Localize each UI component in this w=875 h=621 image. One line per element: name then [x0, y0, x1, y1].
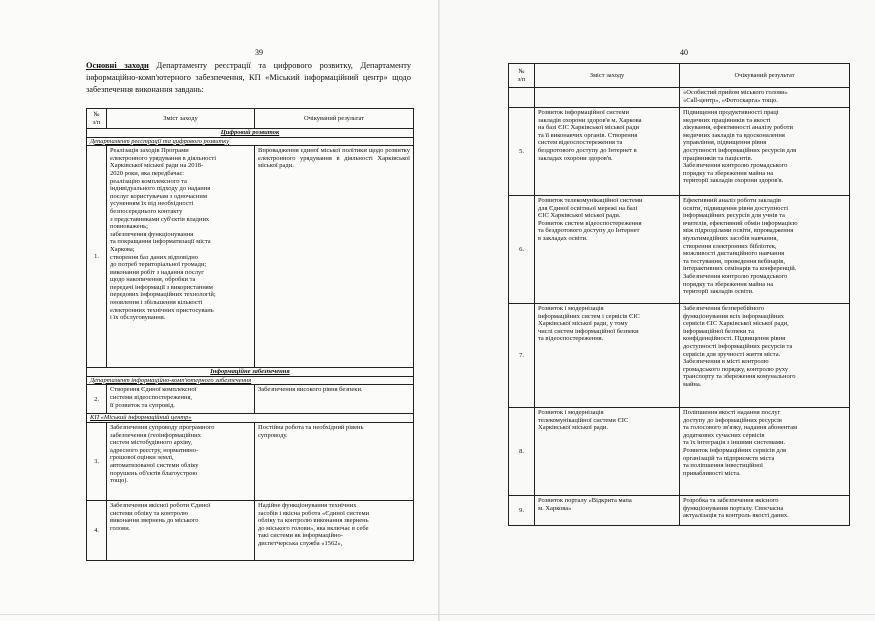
- row-number: 3.: [87, 422, 107, 500]
- header-result: Очікуваний результат: [680, 64, 850, 88]
- header-num: № з/п: [87, 109, 107, 129]
- subsection-title: КП «Міський інформаційний центр»: [87, 414, 414, 423]
- row-number: 5.: [509, 108, 535, 196]
- row-result: Підвищення продуктивності праці медичних працівників та якості лікування, ефективності аналізу роботи медичних закладів та вдосконалення управління, підвищення рівня доступності інформаційних ресурсів для працівників та пацієнтів. Забезпечення контролю громадського порядку та збереження майна на території закладів охорони здоров'я.: [680, 108, 850, 196]
- row-measure: Розвиток інформаційної системи закладів охорони здоров'я м. Харкова на базі ЄІС Харківської міської ради та її виконавчих органів. Створення систем відеоспостереження та бездротового доступу до Інтернет в закладах охорони здоров'я.: [535, 108, 680, 196]
- row-number: 4.: [87, 500, 107, 560]
- row-result: Розробка та забезпечення якісного функціонування порталу. Своєчасна актуалізація та контроль якості даних.: [680, 496, 850, 526]
- row-number: 2.: [87, 385, 107, 414]
- row-result: Надійне функціонування технічних засобів і якісна робота «Єдиної системи обліку та контролю виконання звернень до міського голови», яка включає в себе такі системи як інформаційно- диспетчерська служба «1562»,: [255, 500, 414, 560]
- measures-table-left: [86, 108, 414, 561]
- subsection-title: Департамент інформаційно-комп'ютерного забезпечення: [87, 376, 414, 385]
- row-result: Впровадження єдиної міської політики щодо розвитку електронного урядування в діяльності Харківської міської ради.: [255, 146, 414, 368]
- row-measure: Створення Єдиної комплексної системи відеоспостереження, її розвиток та супровід.: [107, 385, 255, 414]
- empty-cell: [509, 88, 535, 108]
- intro-paragraph: [86, 60, 411, 96]
- measures-table-right: [508, 63, 850, 526]
- header-measure: Зміст заходу: [107, 109, 255, 129]
- page-number-left: 39: [255, 48, 263, 57]
- row-measure: Розвиток і модернізація інформаційних систем і сервісів ЄІС Харківської міської ради, у тому числі систем інформаційної безпеки та відеоспостереження.: [535, 304, 680, 408]
- page-right: [440, 0, 875, 621]
- row-number: 9.: [509, 496, 535, 526]
- row-result: Ефективний аналіз роботи закладів освіти, підвищення рівня доступності інформаційних ресурсів для учнів та вчителів, ефективний обмін інформацією між підрозділами освіти, впровадження мультимедійних засобів навчання, створення електронних бібліотек, можливості дистанційного навчання та тестування, проведення вебінарів, інтерактивних семінарів та конференцій. Забезпечення контролю громадського порядку та збереження майна на території закладів освіти.: [680, 196, 850, 304]
- header-measure: Зміст заходу: [535, 64, 680, 88]
- row-measure: Забезпечення супроводу програмного забезпечення (геоінформаційних систем містобудівного архіву, адресного реєстру, нормативно- грошової оцінки землі, автоматизованої системи обліку порушень об'єктів благоустрою тощо).: [107, 422, 255, 500]
- row-number: 1.: [87, 146, 107, 368]
- row-number: 6.: [509, 196, 535, 304]
- section-title: Інформаційне забезпечення: [87, 368, 414, 377]
- scan-edge-line: [0, 614, 875, 615]
- row-result: Забезпечення безперебійного функціонування всіх інформаційних сервісів ЄІС Харківської міської ради, інформаційної безпеки та конфіденційності. Підвищення рівня доступності інформаційних ресурсів та сервісів для зручності життя міста. Забезпечення в місті контролю громадського порядку, контролю руху транспорту та збереження комунального майна.: [680, 304, 850, 408]
- page-number-right: 40: [680, 48, 688, 57]
- row-measure: Розвиток і модернізація телекомунікаційної системи ЄІС Харківської міської ради.: [535, 408, 680, 496]
- header-result: Очікуваний результат: [255, 109, 414, 129]
- subsection-title: Департамент реєстрації та цифрового розвитку: [87, 137, 414, 146]
- row-result: «Особистий прийом міського голови» «Call-центр», «Фотоскарга» тощо.: [680, 88, 850, 108]
- row-measure: Забезпечення якісної роботи Єдиної системи обліку та контролю виконання звернень до міського голови.: [107, 500, 255, 560]
- row-number: 8.: [509, 408, 535, 496]
- row-measure: Розвиток порталу «Відкрита мапа м. Харкова»: [535, 496, 680, 526]
- intro-bold-label: Основні заходи: [86, 61, 149, 70]
- row-result: Забезпечення високого рівня безпеки.: [255, 385, 414, 414]
- section-title: Цифровий розвиток: [87, 129, 414, 138]
- header-num: № з/п: [509, 64, 535, 88]
- row-measure: Реалізація заходів Програми електронного урядування в діяльності Харківської міської ради на 2018- 2020 роки, яка передбачає: реалізацію комплексного та індивідуального підходу до надання послуг користувачам з одночасним усуненням їх від необхідності безпосереднього контакту з представниками суб'єктів владних повноважень; забезпечення функціонування та покращання інформатизації міста Харкова; створення баз даних відповідно до потреб територіальної громади; виконання робіт з надання послуг щодо накопичення, обробки та передачі інформації з використанням передових інформаційних технологій; оновлення і збільшення кількості електронних технічних пристосувань і їх обслуговування.: [107, 146, 255, 368]
- row-result: Поліпшення якості надання послуг доступу до інформаційних ресурсів та голосового зв'язку, надання абонентам додаткових сучасних сервісів та їх інтеграція з іншими системами. Розвиток інформаційних сервісів для організацій та підприємств міста та поліпшення інвестиційної привабливості міста.: [680, 408, 850, 496]
- row-measure: Розвиток телекомунікаційної системи для Єдиної освітньої мережі на базі ЄІС Харківської міської ради. Розвиток систем відеоспостереження та бездротового доступу до Інтернет в закладах освіти.: [535, 196, 680, 304]
- row-result: Постійна робота та необхідний рівень супроводу.: [255, 422, 414, 500]
- empty-cell: [535, 88, 680, 108]
- intro-text: Департаменту реєстрації та цифрового розвитку, Департаменту інформаційно-комп'ютерного забезпечення, КП «Міський інформаційний центр» щодо забезпечення виконання завдань:: [86, 61, 412, 94]
- row-number: 7.: [509, 304, 535, 408]
